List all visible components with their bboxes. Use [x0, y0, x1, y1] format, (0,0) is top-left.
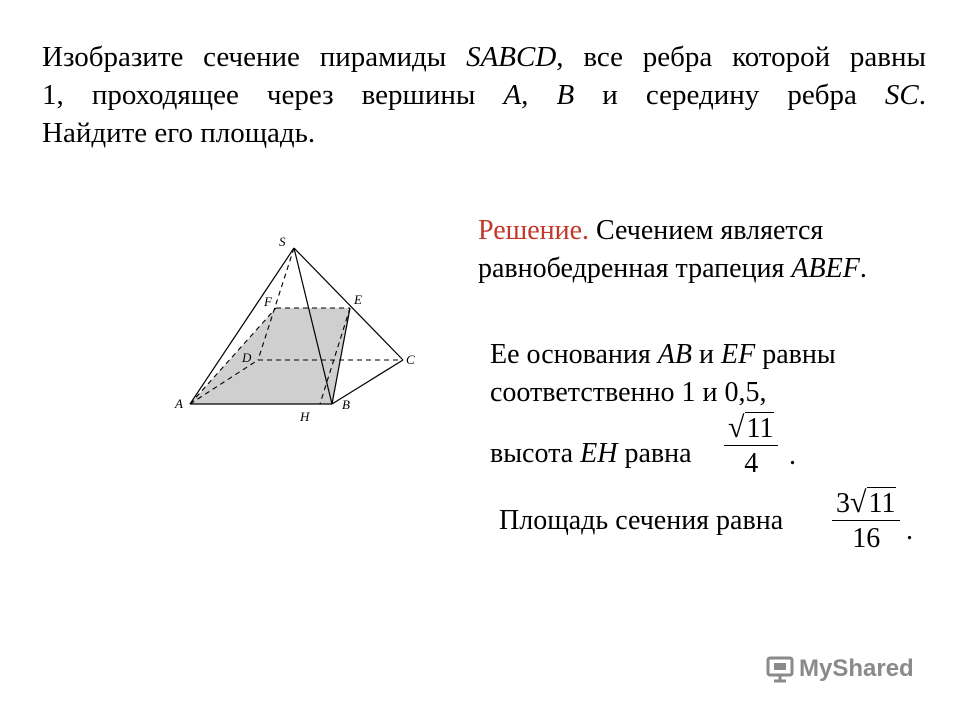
label-b: B	[342, 397, 350, 412]
logo-text: MyShared	[799, 655, 914, 682]
label-h: H	[300, 409, 310, 424]
solution-bases: Ее основания AB и EF равны соответственно 1 и 0,5,	[490, 339, 836, 408]
label-f: F	[264, 294, 272, 309]
height-period: .	[789, 440, 796, 471]
solution-intro: Решение. Сечением является равнобедренная трапеция ABEF.	[478, 215, 867, 284]
height-denominator: 4	[744, 448, 759, 479]
problem-line-3: Найдите его площадь.	[42, 117, 316, 149]
solution-height: высота EH равна	[490, 438, 692, 469]
area-period: .	[906, 515, 913, 546]
presentation-icon	[765, 654, 795, 684]
label-a: A	[175, 396, 183, 411]
label-c: C	[406, 352, 415, 367]
solution-area: Площадь сечения равна	[499, 505, 784, 536]
label-s: S	[279, 234, 286, 249]
problem-line-2: 1, проходящее через вершины A, B и середину ребра SC.	[42, 79, 926, 111]
solution-label: Решение.	[478, 215, 590, 246]
area-coefficient: 3	[836, 488, 850, 519]
pyramid-figure	[170, 226, 430, 436]
label-e: E	[354, 292, 362, 307]
area-radicand: 11	[868, 488, 896, 519]
area-fraction: $\frac{3√11}{16}$	[832, 487, 900, 555]
mysharedlogo	[765, 654, 914, 684]
label-d: D	[242, 350, 252, 365]
height-fraction: $\frac{√11}{4}$	[724, 412, 778, 480]
height-radicand: 11	[746, 413, 774, 444]
section-trapezoid	[190, 308, 350, 404]
problem-statement	[42, 38, 926, 152]
problem-line-1: Изобразите сечение пирамиды SABCD, все ребра которой равны	[42, 41, 926, 73]
area-denominator: 16	[852, 523, 881, 554]
